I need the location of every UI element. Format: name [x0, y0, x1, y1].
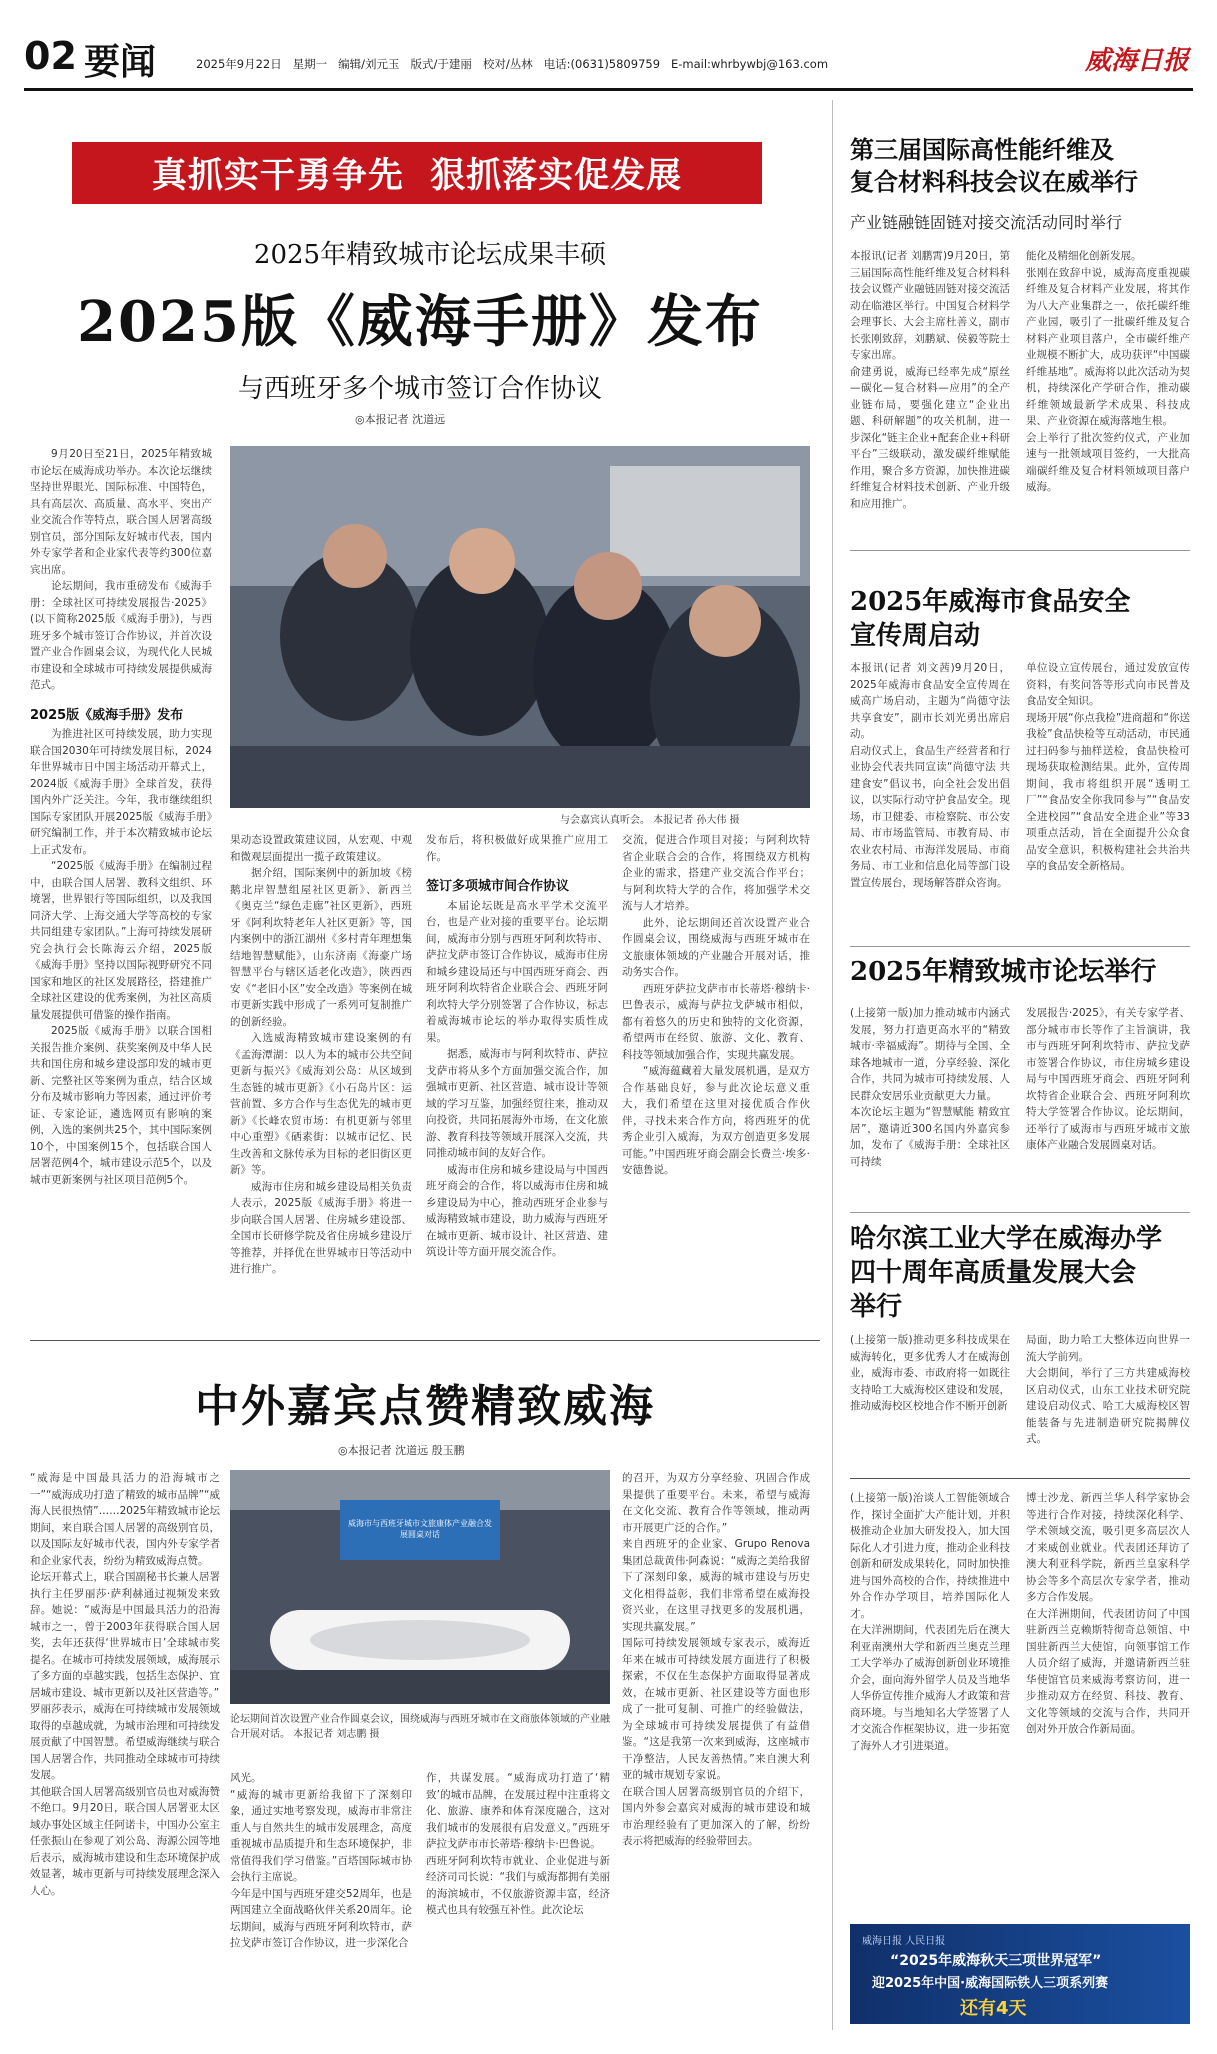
food-safety-headline [850, 585, 1190, 653]
column-divider [832, 100, 833, 2030]
lead-paragraph: 发布后，将积极做好成果推广应用工作。 [426, 834, 608, 863]
guests-praise-column-4: 的召开，为双方分享经验、巩固合作成果提供了重要平台。未来，希望与威海在文化交流、教育合作等领域，推动两市开展更广泛的合作。” 来自西班牙的企业家、Grupo Renova集团总裁黄伟·阿森说：“威海之美给我留下了深刻印象，威海的城市建设与历史文化相得益彰，我们非常希望在威海投资兴业，在这里寻找更多的发展机遇，实现共赢发展。” 国际可持续发展领域专家表示，威海近年来在城市可持续发展方面进行了积极探索，不仅在生态保护方面取得显著成效，在城市更新、社区建设等方面也形成了一批可复制、可推广的经验做法，为全球城市可持续发展提供了有益借鉴。“这是我第一次来到威海，这座城市干净整洁，人民友善热情。”来自澳大利亚的城市规划专家说。 在联合国人居署高级别官员的介绍下，国内外参会嘉宾对威海的城市建设和城市治理经验有了更加深入的了解，纷纷表示将把威海的经验带回去。 [622, 1472, 810, 1847]
lead-photo-caption: 与会嘉宾认真听会。 本报记者 孙大伟 摄 [560, 815, 740, 826]
slogan-banner [72, 142, 762, 204]
editor: 编辑/刘元玉 [338, 57, 400, 71]
overseas-visit-column-2: 博士沙龙、新西兰华人科学家协会等进行合作对接，持续深化科学、学术领域交流，吸引更多高层次人才来威创业就业。代表团还拜访了澳大利亚科学院，新西兰皇家科学协会等多个高层次专家学者，推动多方合作发展。 在大洋洲期间，代表团访问了中国驻新西兰克赖斯特彻奇总领馆、中国驻新西兰大使馆，向领事馆工作人员介绍了威海，并邀请新西兰驻华使馆官员来威海考察访问，进一步推动双方在经贸、科技、教育、文化等领域的交流与合作，共同开创对外开放合作新局面。 [1026, 1492, 1190, 1735]
ad-logos: 威海日报 人民日报 [862, 1936, 946, 1947]
forum-held-headline: 2025年精致城市论坛举行 [850, 957, 1157, 987]
lead-photo [230, 446, 810, 808]
roundtable-screen-text: 威海市与西班牙城市文旅康体产业融合发展圆桌对话 [348, 1519, 492, 1539]
page-number: 02 [24, 34, 77, 78]
roundtable-photo [230, 1470, 610, 1704]
fiber-conference-column-2: 能化及精细化创新发展。 张刚在致辞中说，威海高度重视碳纤维及复合材料产业发展，将其作为八大产业集群之一，依托碳纤维产业园，吸引了一批碳纤维及复合材料产业项目落户，全市碳纤维产业规模不断扩大，成功获评“中国碳纤维基地”。威海将以此次活动为契机，持续深化产学研合作，推动碳纤维领域最新学术成果、科技成果、产业资源在威海落地生根。 会上举行了批次签约仪式，产业加速与一批领域项目签约，一大批高端碳纤维及复合材料领域项目落户威海。 [1026, 250, 1190, 493]
lead-paragraph: 入选威海精致城市建设案例的有《孟海潭湖：以人为本的城市公共空间更新与振兴》《威海刘公岛：从区域到生态链的城市更新》《小石岛片区：运营前置、多方合作与生态优先的城市更新》《长峰农贸市场：有机更新与邻里中心重塑》《硒素街：以城市记忆、民生改善和文脉传承为目标的老旧街区更新》等。 [230, 1032, 412, 1176]
lead-paragraph: 9月20日至21日，2025年精致城市论坛在威海成功举办。本次论坛继续坚持世界眼光、国际标准、中国特色，具有高层次、高质量、高水平、突出产业交流合作等特点，联合国人居署高级别官员，部分国际友好城市代表，国内外专家学者和企业家代表等约300位嘉宾出席。 [30, 448, 212, 576]
guests-praise-column-3: 作，共谋发展。“威海成功打造了‘精致’的城市品牌，在发展过程中注重将文化、旅游、康养和体育深度融合，这对我们城市的发展很有启发意义。”西班牙萨拉戈萨市市长蒂塔·穆纳卡·巴鲁说。 西班牙阿利坎特市就业、企业促进与新经济司司长说：“我们与威海都拥有美丽的海滨城市，不仅旅游资源丰富，经济模式也具有较强互补性。此次论坛 [426, 1772, 610, 1916]
guests-praise-column-1: “威海是中国最具活力的沿海城市之一”“威海成功打造了精致的城市品牌”“威海人民很热情”……2025年精致城市论坛期间，来自联合国人居署的高级别官员，以及国际友好城市代表，国内外专家学者和企业家代表，纷纷为精致威海点赞。 论坛开幕式上，联合国副秘书长兼人居署执行主任罗丽莎·萨利赫通过视频发来致辞。她说：“威海是中国最具活力的沿海城市之一，曾于2003年获得联合国人居奖，去年还获得‘世界城市日’全球城市奖提名。在城市可持续发展领域，威海展示了多方面的卓越实践，包括生态保护、宜居城市建设、城市更新以及社区营造等。” 罗丽莎表示，威海在可持续城市发展领域取得的卓越成就，为城市治理和可持续发展贡献了中国智慧。希望威海继续与联合国人居署合作，共同推动全球城市可持续发展。 其他联合国人居署高级别官员也对威海赞不绝口。9月20日，联合国人居署亚太区域办事处区域主任阿诺卡，中国办公室主任张振山在参观了刘公岛、海源公园等地后表示，威海城市建设和生态环境保护成效显著，城市更新与可持续发展理念深入人心。 [30, 1472, 220, 1897]
lead-paragraph: 为推进社区可持续发展，助力实现联合国2030年可持续发展目标，2024年世界城市日中国主场活动开幕式上，2024版《威海手册》全球首发，获得国内外广泛关注。今年，我市继续组织国际专家团队开展2025版《威海手册》研究编制工作，并于本次精致城市论坛上正式发布。 [30, 728, 212, 856]
ad-countdown: 还有4天 [960, 1998, 1027, 2019]
masthead [24, 30, 1193, 88]
guests-praise-headline: 中外嘉宾点赞精致威海 [195, 1381, 655, 1432]
proofreader: 校对/丛林 [482, 57, 533, 71]
food-safety-column-2: 单位设立宣传展台，通过发放宣传资料，有奖问答等形式向市民普及食品安全知识。 现场开展“你点我检”进商超和“你送我检”食品快检等互动活动，市民通过扫码参与抽样送检，食品快检可现场获取检测结果。此外，宣传周期间，我市将组织开展“透明工厂”“食品安全你我同参与”“食品安全进校园”“食品安全进企业”等33项重点活动，旨在全面提升公众食品安全意识，积极构建社会共治共享的食品安全新格局。 [1026, 662, 1190, 872]
email: E-mail:whrbywbj@163.com [671, 57, 829, 71]
headline-line: 复合材料科技会议在威举行 [850, 167, 1138, 196]
lead-paragraph: 威海市住房和城乡建设局相关负责人表示，2025版《威海手册》将进一步向联合国人居署、住房城乡建设部、全国市长研修学院及省住房城乡建设厅等推荐，并择优在世界城市日等活动中进行推广。 [230, 1180, 412, 1275]
triathlon-ad [850, 1924, 1190, 2024]
guests-praise-column-2: 风光。 “威海的城市更新给我留下了深刻印象，通过实地考察发现，威海市非常注重人与自然共生的城市发展理念，高度重视城市品质提升和生态环境保护，非常值得我们学习借鉴。”百塔国际城市协会执行主席说。 今年是中国与西班牙建交52周年，也是两国建立全面战略伙伴关系20周年。论坛期间，威海与西班牙阿利坎特市，萨拉戈萨市签订合作协议，进一步深化合 [230, 1772, 412, 1949]
headline-line: 举行 [850, 1292, 903, 1322]
overseas-visit-column-1: (上接第一版)治谈人工智能领域合作，探讨全面扩大产能计划，并积极推动企业加大研发投入，加大国际化人才引进力度，推动企业科技创新和研发成果转化，同时加快推进与国外高校的合作，持续推进中外合作办学项目，培养国际化人才。 在大洋洲期间，代表团先后在澳大利亚南澳州大学和新西兰奥克兰理工大学举办了威海创新创业环境推介会，面向海外留学人员及当地华人华侨宣传推介威海人才政策和营商环境。与当地知名大学签署了人才交流合作框架协议，进一步拓宽了海外人才引进渠道。 [850, 1492, 1010, 1752]
headline-line: 第三届国际高性能纤维及 [850, 135, 1114, 164]
guests-praise-byline: ◎本报记者 沈道远 殷玉鹏 [338, 1444, 465, 1457]
lead-column-2 [230, 832, 412, 1328]
lead-subtitle: 与西班牙多个城市签订合作协议 [237, 374, 602, 404]
headline-line: 四十周年高质量发展大会 [850, 1258, 1137, 1288]
lead-paragraph: 据介绍，国际案例中的新加坡《榜鹅北岸智慧组屋社区更新》、新西兰《奥克兰“绿色走廊”社区更新》，西班牙《阿利坎特老年人社区更新》等，国内案例中的浙江湖州《多村青年理想集结地智慧赋能》，山东济南《海豪广场智慧平台与辖区适老化改造》，陕西西安《“老旧小区”安全改造》等案例在城市更新实践中形成了一系列可复制推广的创新经验。 [230, 867, 412, 1028]
lead-paragraph: 论坛期间，我市重磅发布《威海手册：全球社区可持续发展报告·2025》(以下简称2025版《威海手册》)，与西班牙多个城市签订合作协议，并首次设置产业合作圆桌会议，为现代化人民城市建设和全球城市可持续发展提供威海范式。 [30, 580, 212, 691]
lead-column-3 [426, 832, 608, 1328]
slogan-text: 真抓实干勇争先 狠抓落实促发展 [151, 155, 683, 196]
phone: 电话:(0631)5809759 [543, 57, 661, 71]
hit-anniversary-column-1: (上接第一版)推动更多科技成果在威海转化，更多优秀人才在威海创业，威海市委、市政府将一如既往支持哈工大威海校区建设和发展，推动威海校区校地合作不断开创新 [850, 1334, 1010, 1412]
lead-paragraph: 2025版《威海手册》以联合国相关报告推介案例、获奖案例及中华人民共和国住房和城乡建设部印发的城市更新、完整社区等案例为重点，结合区域分布及城市影响力等因素，通过评价考证、专家论证，遴选网页有影响的案例，入选的案例共25个，其中国际案例10个，中国案例15个，包括联合国人居署范例4个，城市建设示范5个，以及城市更新案例与社区项目范例5个。 [30, 1025, 212, 1186]
lead-paragraph: 交流，促进合作项目对接；与阿利坎特省企业联合会的合作，将围绕双方机构企业的需求，搭建产业交流合作平台；与阿利坎特大学的合作，将加强学术交流与人才培养。 [622, 834, 810, 912]
forum-held-column-2: 发展报告·2025》，有关专家学者、部分城市市长等作了主旨演讲，我市与西班牙阿利坎特市、萨拉戈萨市签署合作协议，市住房城乡建设局与中国西班牙商会、西班牙阿利坎特省企业联合会、西班牙阿利坎特大学签署合作协议。论坛期间，还举行了威海市与西班牙城市文旅康体产业融合发展圆桌对话。 [1026, 1007, 1190, 1151]
forum-held-column-1: (上接第一版)加力推动城市内涵式发展，努力打造更高水平的“精致城市·幸福威海”。期待与全国、全球各地城市一道，分享经验、深化合作，共同为城市可持续发展、人民群众安居乐业贡献更大力量。 本次论坛主题为“智慧赋能 精致宜居”，邀请近300名国内外嘉宾参加，发布了《威海手册：全球社区可持续 [850, 1007, 1010, 1168]
audience-photo-illustration [230, 446, 810, 808]
lead-subhead: 签订多项城市间合作协议 [426, 879, 570, 894]
section-name: 要闻 [84, 41, 157, 83]
food-safety-column-1: 本报讯(记者 刘文茜)9月20日，2025年威海市食品安全宣传周在威高广场启动，主题为“尚德守法 共享食安”，副市长刘光勇出席启动。 启动仪式上，食品生产经营者和行业协会代表共同宣读“尚德守法 共建食安”倡议书，向全社会发出倡议，以实际行动守护食品安全。现场，市卫健委、市检察院、市公安局、市市场监管局、市教育局、市农业农村局、市海洋发展局、市商务局、市工业和信息化局等部门设置宣传展台，现场解答群众咨询。 [850, 662, 1010, 889]
fiber-conference-column-1: 本报讯(记者 刘鹏霄)9月20日，第三届国际高性能纤维及复合材料科技会议暨产业融链固链对接交流活动在临港区举行。中国复合材料学会理事长、大会主席杜善义，副市长张刚致辞，刘鹏斌、侯毅等院士专家出席。 俞建勇说，威海已经率先成“原丝—碳化—复合材料—应用”的全产业链布局，要强化建立“企业出题、科研解题”的攻关机制，进一步深化“链主企业+配套企业+科研平台”三级联动，激发碳纤维赋能作用，聚合多方资源，加快推进碳纤维复合材料技术创新、产业升级和应用推广。 [850, 250, 1010, 510]
masthead-info [196, 56, 828, 72]
masthead-rule [24, 88, 1193, 91]
ad-line-2: 迎2025年中国·威海国际铁人三项系列赛 [872, 1976, 1109, 1991]
designer: 版式/于建丽 [410, 57, 472, 71]
lead-paragraph: 据悉，威海市与阿利坎特市、萨拉戈萨市将从多个方面加强交流合作，加强城市更新、社区营造、城市设计等领域的学习互鉴，加强经贸往来，推动双向投资，共同拓展海外市场，在文化旅游、教育科技等领域开展深入交流，共同推动城市间的友好合作。 [426, 1048, 608, 1159]
fiber-conference-headline [850, 134, 1190, 198]
hit-anniversary-headline [850, 1222, 1190, 1324]
lead-kicker: 2025年精致城市论坛成果丰硕 [253, 240, 607, 270]
lead-subhead: 2025版《威海手册》发布 [30, 707, 184, 723]
story-divider [850, 550, 1190, 551]
section-divider [30, 1340, 820, 1341]
issue-weekday: 星期一 [292, 57, 328, 71]
paper-logo: 威海日报 [1084, 46, 1189, 76]
story-divider [850, 946, 1190, 947]
lead-paragraph: 果动态设置政策建议园，从宏观、中观和微观层面提出一揽子政策建议。 [230, 834, 412, 863]
issue-date: 2025年9月22日 [196, 57, 282, 71]
story-divider [850, 1212, 1190, 1213]
roundtable-photo-caption: 论坛期间首次设置产业合作圆桌会议，围绕威海与西班牙城市在文商旅体领域的产业融合开展对话。 本报记者 刘志鹏 摄 [230, 1714, 610, 1740]
lead-paragraph: “2025版《威海手册》在编制过程中，由联合国人居署、教科文组织、环境署，世界银行等国际组织，以及我国同济大学、上海交通大学等高校的专家共同组建专家团队。”上海可持续发展研究会执行会长陈海云介绍，2025版《威海手册》坚持以国际视野研究不同国家和地区的社区发展路径，搭建推广全球社区建设的优秀案例，为社区高质量发展提供可借鉴的操作指南。 [30, 860, 212, 1021]
headline-line: 宣传周启动 [850, 621, 981, 651]
hit-anniversary-column-2: 局面，助力哈工大整体迈向世界一流大学前列。 大会期间，举行了三方共建威海校区启动仪式，山东工业技术研究院建设启动仪式、哈工大威海校区智能装备与先进制造研究院揭牌仪式。 [1026, 1334, 1190, 1445]
lead-paragraph: 此外，论坛期间还首次设置产业合作圆桌会议，围绕威海与西班牙城市在文旅康体领域的产业融合开展对话，推动务实合作。 [622, 916, 810, 978]
lead-column-4 [622, 832, 810, 1328]
section-divider [850, 1478, 1190, 1479]
ad-line-1: “2025年威海秋天三项世界冠军” [890, 1953, 1102, 1969]
lead-title: 2025版《威海手册》发布 [77, 289, 763, 355]
headline-line: 哈尔滨工业大学在威海办学 [850, 1224, 1163, 1254]
lead-paragraph: “威海蕴藏着大量发展机遇，是双方合作基础良好，参与此次论坛意义重大，我们希望在这里对接优质合作伙伴，寻找未来合作方向，将西班牙的优秀企业引入威海，为双方创造更多发展可能。”中国西班牙商会副会长费兰·埃多·安德鲁说。 [622, 1065, 810, 1176]
lead-paragraph: 威海市住房和城乡建设局与中国西班牙商会的合作，将以威海市住房和城乡建设局为中心，推动西班牙企业参与威海精致城市建设，助力威海与西班牙在城市更新、城市设计、社区营造、建筑设计等方面开展交流合作。 [426, 1163, 608, 1258]
headline-line: 2025年威海市食品安全 [850, 587, 1131, 617]
roundtable-photo-illustration [230, 1470, 610, 1704]
lead-byline: ◎本报记者 沈道远 [355, 413, 446, 426]
lead-column-1 [30, 446, 212, 1328]
lead-paragraph: 本届论坛既是高水平学术交流平台，也是产业对接的重要平台。论坛期间，威海市分别与西班牙阿利坎特市、萨拉戈萨市签订合作协议，威海市住房和城乡建设局还与中国西班牙商会、西班牙阿利坎特省企业联合会、西班牙阿利坎特大学分别签署了合作协议，标志着威海城市论坛的举办取得实质性成果。 [426, 899, 608, 1044]
lead-paragraph: 西班牙萨拉戈萨市市长蒂塔·穆纳卡·巴鲁表示，威海与萨拉戈萨城市相似，都有着悠久的历史和独特的文化资源，希望两市在经贸、旅游、文化、教育、科技等领域加强合作，实现共赢发展。 [622, 982, 810, 1061]
fiber-conference-subtitle: 产业链融链固链对接交流活动同时举行 [850, 213, 1123, 232]
